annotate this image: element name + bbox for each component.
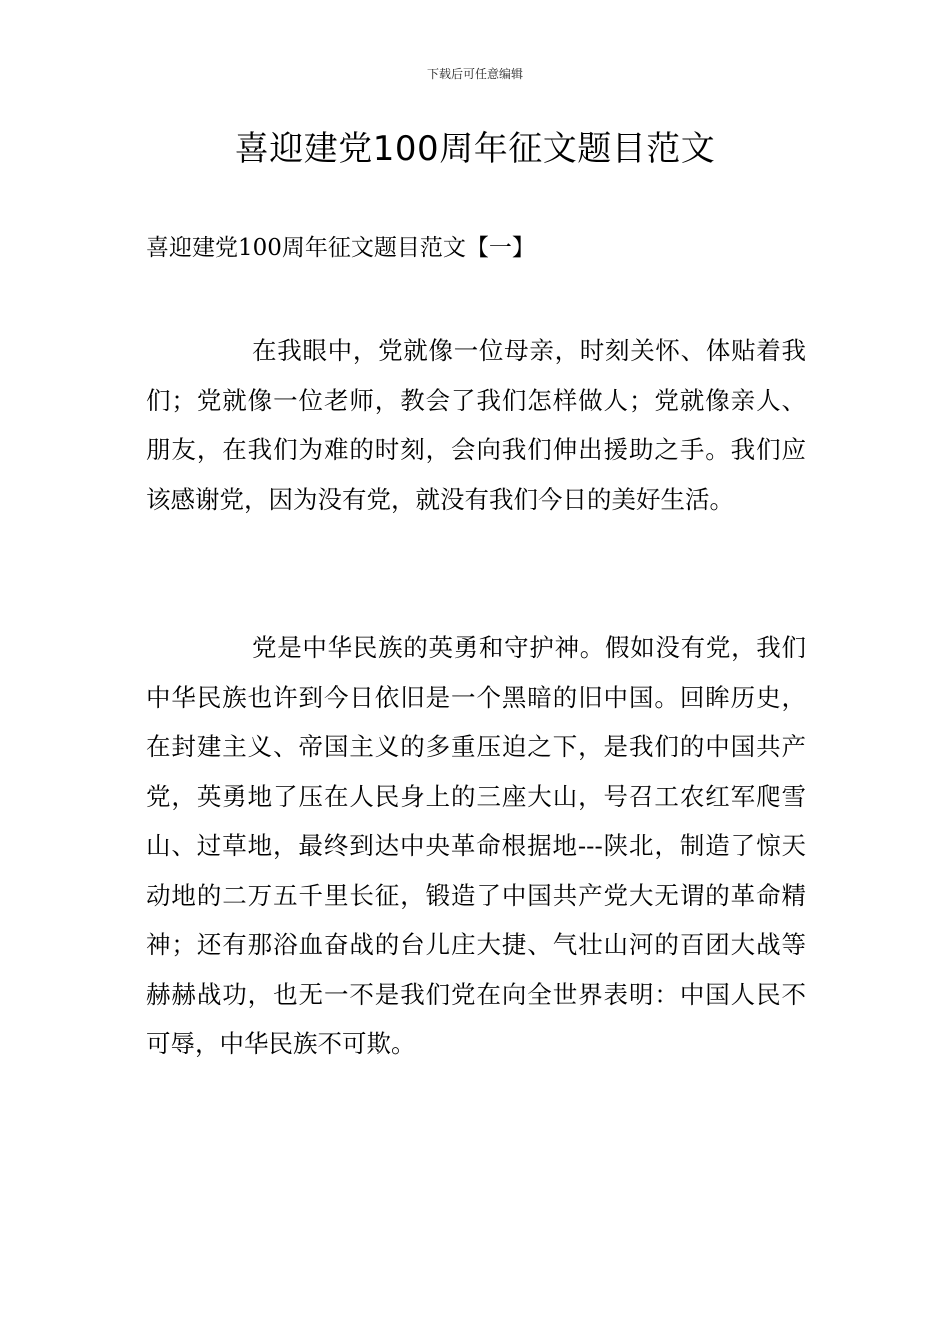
body-paragraph: 党是中华民族的英勇和守护神。假如没有党，我们中华民族也许到今日依旧是一个黑暗的旧中国。回眸历史，在封建主义、帝国主义的多重压迫之下，是我们的中国共产党，英勇地了压在人民身上的三座大山，号召工农红军爬雪山、过草地，最终到达中央革命根据地---陕北，制造了惊天动地的二万五千里长征，锻造了中国共产党大无谓的革命精神；还有那浴血奋战的台儿庄大捷、气壮山河的百团大战等赫赫战功，也无一不是我们党在向全世界表明：中国人民不可辱，中华民族不可欺。 [146, 633, 806, 1058]
header-note: 下载后可任意编辑 [426, 67, 523, 81]
document-title: 喜迎建党100周年征文题目范文 [234, 129, 716, 169]
section-subtitle: 喜迎建党100周年征文题目范文【一】 [146, 235, 535, 261]
body-paragraph: 在我眼中，党就像一位母亲，时刻关怀、体贴着我们；党就像一位老师，教会了我们怎样做人；党就像亲人、朋友，在我们为难的时刻，会向我们伸出援助之手。我们应该感谢党，因为没有党，就没有我们今日的美好生活。 [146, 336, 806, 514]
